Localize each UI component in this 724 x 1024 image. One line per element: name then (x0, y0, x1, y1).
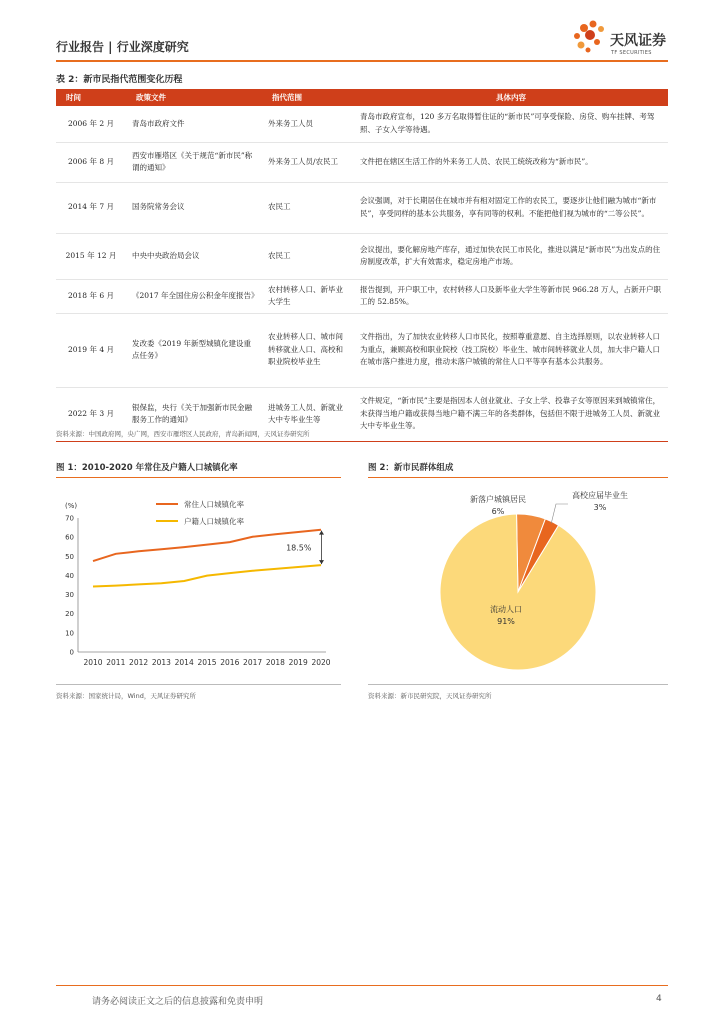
logo-name: 天风证券 (610, 33, 666, 49)
pie-value-grads: 3% (593, 503, 607, 512)
cell-scope: 外来务工人员 (262, 106, 354, 142)
legend-label-1: 常住人口城镇化率 (184, 500, 244, 509)
cell-scope: 农村转移人口、新毕业大学生 (262, 279, 354, 313)
pie-label-new-urban: 新落户城镇居民 (470, 495, 526, 504)
series-line-2 (93, 565, 321, 586)
cell-content: 会议强调，对于长期居住在城市并有相对固定工作的农民工，要逐步让他们融为城市“新市民”，享受同样的基本公共服务，享有同等的权利。不能把他们视为城市的“二等公民”。 (354, 182, 668, 233)
page-number: 4 (656, 994, 662, 1004)
logo-subtitle: TF SECURITIES (611, 50, 652, 56)
column-header-scope: 指代范围 (262, 89, 354, 106)
cell-policy: 《2017 年全国住房公积金年度报告》 (126, 279, 262, 313)
figure2-source: 资料来源：新市民研究院，天风证券研究所 (368, 692, 492, 700)
cell-scope: 农业转移人口、城市间转移就业人口、高校和职业院校毕业生 (262, 313, 354, 387)
x-tick-label: 2017 (243, 658, 263, 667)
pie-label-grads: 高校应届毕业生 (572, 491, 628, 500)
gap-label: 18.5% (286, 543, 312, 553)
pie-leader-line (551, 504, 568, 524)
table-source: 资料来源：中国政府网，央广网，西安市雁塔区人民政府，青岛新闻网，天风证券研究所 (56, 430, 310, 438)
x-tick-label: 2016 (220, 658, 240, 667)
footer-divider (56, 985, 668, 986)
cell-policy: 青岛市政府文件 (126, 106, 262, 142)
figure1-title: 图 1：2010-2020 年常住及户籍人口城镇化率 (56, 463, 238, 473)
pie-value-new-urban: 6% (491, 507, 505, 516)
y-tick-label: 70 (65, 514, 74, 523)
x-tick-label: 2012 (129, 658, 149, 667)
cell-time: 2015 年 12 月 (56, 233, 126, 279)
y-tick-label: 30 (65, 591, 74, 600)
gap-arrow-head-top (319, 531, 324, 535)
column-header-policy: 政策文件 (126, 89, 262, 106)
x-tick-label: 2019 (288, 658, 308, 667)
cell-policy: 西安市雁塔区《关于规范“新市民”称谓的通知》 (126, 142, 262, 182)
table-row (56, 142, 668, 182)
x-tick-label: 2014 (174, 658, 194, 667)
cell-time: 2018 年 6 月 (56, 279, 126, 313)
cell-scope: 进城务工人员、新就业大中专毕业生等 (262, 387, 354, 441)
cell-policy: 国务院常务会议 (126, 182, 262, 233)
cell-policy: 银保监，央行《关于加强新市民金融服务工作的通知》 (126, 387, 262, 441)
cell-scope: 农民工 (262, 182, 354, 233)
cell-content: 青岛市政府宣布，120 多万名取得暂住证的“新市民”可享受保险、房贷、购车挂牌、考驾照、子女入学等待遇。 (354, 106, 668, 142)
table-caption: 表 2：新市民指代范围变化历程 (56, 75, 183, 85)
cell-content: 报告提到，开户职工中，农村转移人口及新毕业大学生等新市民 966.28 万人，占新开户职工的 52.85%。 (354, 279, 668, 313)
figure1-source: 资料来源：国家统计局，Wind，天风证券研究所 (56, 692, 196, 700)
cell-policy: 发改委《2019 年新型城镇化建设重点任务》 (126, 313, 262, 387)
cell-time: 2006 年 8 月 (56, 142, 126, 182)
report-category: 行业报告 | 行业深度研究 (56, 40, 189, 54)
x-tick-label: 2011 (106, 658, 126, 667)
column-header-time: 时间 (56, 89, 126, 106)
y-tick-label: 10 (65, 629, 74, 638)
figure2-bottom-divider (368, 684, 668, 685)
cell-content: 文件指出，为了加快农业转移人口市民化，按照尊重意愿、自主选择原则，以农业转移人口为重点，兼顾高校和职业院校（技工院校）毕业生、城市间转移就业人员，加大非户籍人口在城市落户推进力度，推动未落户城镇的常住人口平等享有基本公共服务。 (354, 313, 668, 387)
cell-time: 2014 年 7 月 (56, 182, 126, 233)
table-row (56, 279, 668, 313)
table-header-row (56, 89, 668, 106)
cell-time: 2019 年 4 月 (56, 313, 126, 387)
cell-time: 2022 年 3 月 (56, 387, 126, 441)
x-tick-label: 2015 (197, 658, 217, 667)
cell-time: 2006 年 2 月 (56, 106, 126, 142)
cell-scope: 农民工 (262, 233, 354, 279)
figure2-divider (368, 477, 668, 478)
y-tick-label: 20 (65, 610, 74, 619)
new-citizen-pie-chart (368, 480, 668, 680)
gap-arrow-head-bottom (319, 560, 324, 564)
x-tick-label: 2013 (151, 658, 171, 667)
policy-table (56, 89, 668, 442)
figure2-title: 图 2：新市民群体组成 (368, 463, 454, 473)
y-tick-label: 60 (65, 533, 74, 542)
urbanization-line-chart (56, 480, 341, 680)
pie-value-floating: 91% (497, 617, 515, 626)
header-divider (56, 60, 668, 62)
y-axis-unit: (%) (65, 502, 78, 510)
cell-scope: 外来务工人员/农民工 (262, 142, 354, 182)
footer-disclaimer: 请务必阅读正文之后的信息披露和免责申明 (92, 997, 264, 1007)
table-row (56, 233, 668, 279)
x-tick-label: 2020 (311, 658, 331, 667)
x-tick-label: 2018 (265, 658, 285, 667)
table-row (56, 182, 668, 233)
cell-content: 文件规定，“新市民”主要是指因本人创业就业、子女上学、投靠子女等原因来到城镇常住，未获得当地户籍或获得当地户籍不满三年的各类群体，包括但不限于进城务工人员、新就业大中专毕业生等。 (354, 387, 668, 441)
y-tick-label: 50 (65, 552, 74, 561)
legend-label-2: 户籍人口城镇化率 (184, 517, 244, 526)
pie-label-floating: 流动人口 (490, 605, 522, 614)
cell-policy: 中央中央政治局会议 (126, 233, 262, 279)
table-row (56, 106, 668, 142)
figure1-divider (56, 477, 341, 478)
y-tick-label: 40 (65, 571, 74, 580)
y-tick-label: 0 (69, 648, 74, 657)
table-row (56, 313, 668, 387)
cell-content: 会议提出，要化解房地产库存，通过加快农民工市民化，推进以满足“新市民”为出发点的住房制度改革，扩大有效需求，稳定房地产市场。 (354, 233, 668, 279)
x-tick-label: 2010 (83, 658, 103, 667)
cell-content: 文件把在辖区生活工作的外来务工人员、农民工统统改称为“新市民”。 (354, 142, 668, 182)
column-header-content: 具体内容 (354, 89, 668, 106)
figure1-bottom-divider (56, 684, 341, 685)
